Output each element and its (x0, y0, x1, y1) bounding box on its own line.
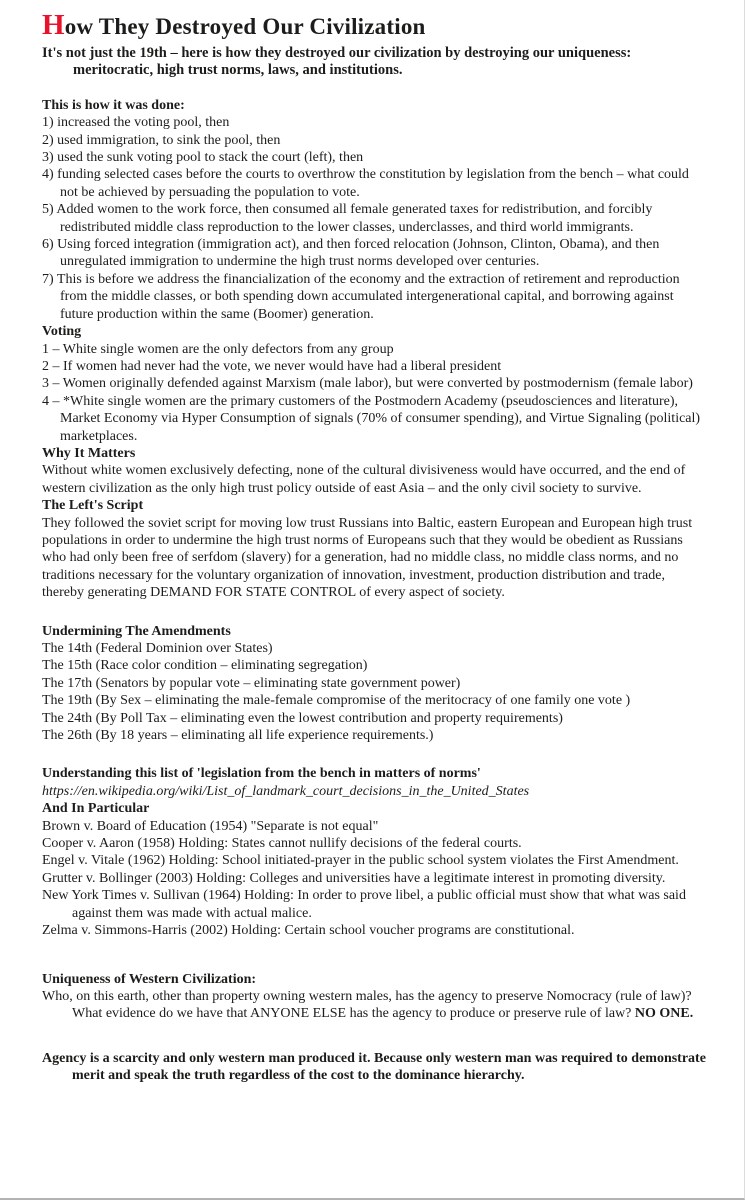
case-brown-v-board: Brown v. Board of Education (1954) "Separate is not equal" (42, 818, 379, 834)
section-heading-amendments: Undermining The Amendments (42, 623, 231, 639)
wikipedia-link-line (42, 783, 706, 800)
voting-item-3: 3 – Women originally defended against Marxism (male labor), but were converted by postmodernism (female labor) (42, 376, 693, 392)
uniqueness-body (42, 988, 706, 1023)
amendment-item-24th: The 24th (By Poll Tax – eliminating even the lowest contribution and property requirements) (42, 710, 563, 726)
section-heading-why-it-matters: Why It Matters (42, 445, 136, 461)
voting-item-4: 4 – *White single women are the primary customers of the Postmodern Academy (pseudosciences and literature), Market Economy via Hyper Consumption of signals (70% of consumer spending), and Virtue Signaling (political) marketplaces. (42, 393, 701, 444)
title-drop-cap: H (42, 9, 65, 41)
uniqueness-emphasis: NO ONE. (634, 1006, 694, 1022)
section-heading-uniqueness: Uniqueness of Western Civilization: (42, 971, 257, 987)
how-done-item-7: 7) This is before we address the financialization of the economy and the extraction of retirement and reproduction from the middle classes, or both spending down accumulated intergenerational capital, and borrowing against future production within the same (Boomer) generation. (42, 271, 680, 322)
how-done-item-3: 3) used the sunk voting pool to stack the court (left), then (42, 150, 364, 166)
section-heading-how-done: This is how it was done: (42, 97, 185, 113)
why-it-matters-body: Without white women exclusively defecting, none of the cultural divisiveness would have occurred, and the end of western civilization as the only high trust policy outside of east Asia – and the only civil society to survive. (42, 463, 686, 496)
voting-item-2: 2 – If women had never had the vote, we never would have had a liberal president (42, 358, 502, 374)
amendment-item-14th: The 14th (Federal Dominion over States) (42, 641, 273, 656)
how-done-item-1: 1) increased the voting pool, then (42, 115, 230, 131)
page-title (42, 10, 706, 42)
case-nyt-v-sullivan: New York Times v. Sullivan (1964) Holding: In order to prove libel, a public official must show that what was said against them was made with actual malice. (42, 888, 686, 921)
case-grutter-v-bollinger: Grutter v. Bollinger (2003) Holding: Colleges and universities have a legitimate interest in promoting diversity. (42, 870, 666, 886)
case-engel-v-vitale: Engel v. Vitale (1962) Holding: School initiated-prayer in the public school system violates the First Amendment. (42, 853, 679, 869)
how-done-item-5: 5) Added women to the work force, then consumed all female generated taxes for redistribution, and forcibly redistributed middle class reproduction to the lower classes, underclasses, and third world immigrants. (42, 202, 653, 235)
how-done-item-6: 6) Using forced integration (immigration act), and then forced relocation (Johnson, Clinton, Obama), and then unregulated immigration to undermine the high trust norms developed over centuries. (42, 237, 660, 270)
amendment-item-17th: The 17th (Senators by popular vote – eliminating state government power) (42, 675, 461, 691)
title-text: ow They Destroyed Our Civilization (64, 14, 426, 39)
amendment-item-15th: The 15th (Race color condition – eliminating segregation) (42, 658, 368, 674)
case-cooper-v-aaron: Cooper v. Aaron (1958) Holding: States cannot nullify decisions of the federal courts. (42, 836, 522, 852)
wikipedia-link[interactable]: https://en.wikipedia.org/wiki/List_of_landmark_court_decisions_in_the_United_States (42, 783, 530, 799)
intro-paragraph: It's not just the 19th – here is how they destroyed our civilization by destroying our uniqueness: meritocratic, high trust norms, laws, and institutions. (42, 45, 632, 79)
closing-paragraph: Agency is a scarcity and only western man produced it. Because only western man was required to demonstrate merit and speak the truth regardless of the cost to the dominance hierarchy. (42, 1050, 706, 1084)
how-done-item-2: 2) used immigration, to sink the pool, then (42, 132, 281, 148)
section-heading-voting: Voting (42, 324, 82, 340)
uniqueness-body-text: Who, on this earth, other than property owning western males, has the agency to preserve Nomocracy (rule of law)? What evidence do we have that ANYONE ELSE has the agency to produce or preserve rule of law? (42, 988, 692, 1022)
lefts-script-body: They followed the soviet script for moving low trust Russians into Baltic, eastern European and European high trust populations in order to undermine the high trust norms of Europeans such that they would be obedient as Russians who had only been free of serfdom (slavery) for a generation, had no middle class, no middle class norms, and no traditions necessary for the voluntary organization of innovation, investment, production distribution and trade, thereby generating DEMAND FOR STATE CONTROL of every aspect of society. (42, 515, 693, 601)
section-heading-in-particular: And In Particular (42, 801, 150, 817)
case-zelma-v-simmons-harris: Zelma v. Simmons-Harris (2002) Holding: Certain school voucher programs are constitutional. (42, 923, 575, 939)
amendment-item-19th: The 19th (By Sex – eliminating the male-female compromise of the meritocracy of one family one vote ) (42, 693, 631, 709)
voting-item-1: 1 – White single women are the only defectors from any group (42, 341, 394, 357)
amendment-item-26th: The 26th (By 18 years – eliminating all life experience requirements.) (42, 728, 434, 744)
how-done-item-4: 4) funding selected cases before the courts to overthrow the constitution by legislation from the bench – what could not be achieved by persuading the population to vote. (42, 167, 689, 200)
section-heading-legislation: Understanding this list of 'legislation from the bench in matters of norms' (42, 766, 481, 782)
section-heading-lefts-script: The Left's Script (42, 498, 144, 514)
